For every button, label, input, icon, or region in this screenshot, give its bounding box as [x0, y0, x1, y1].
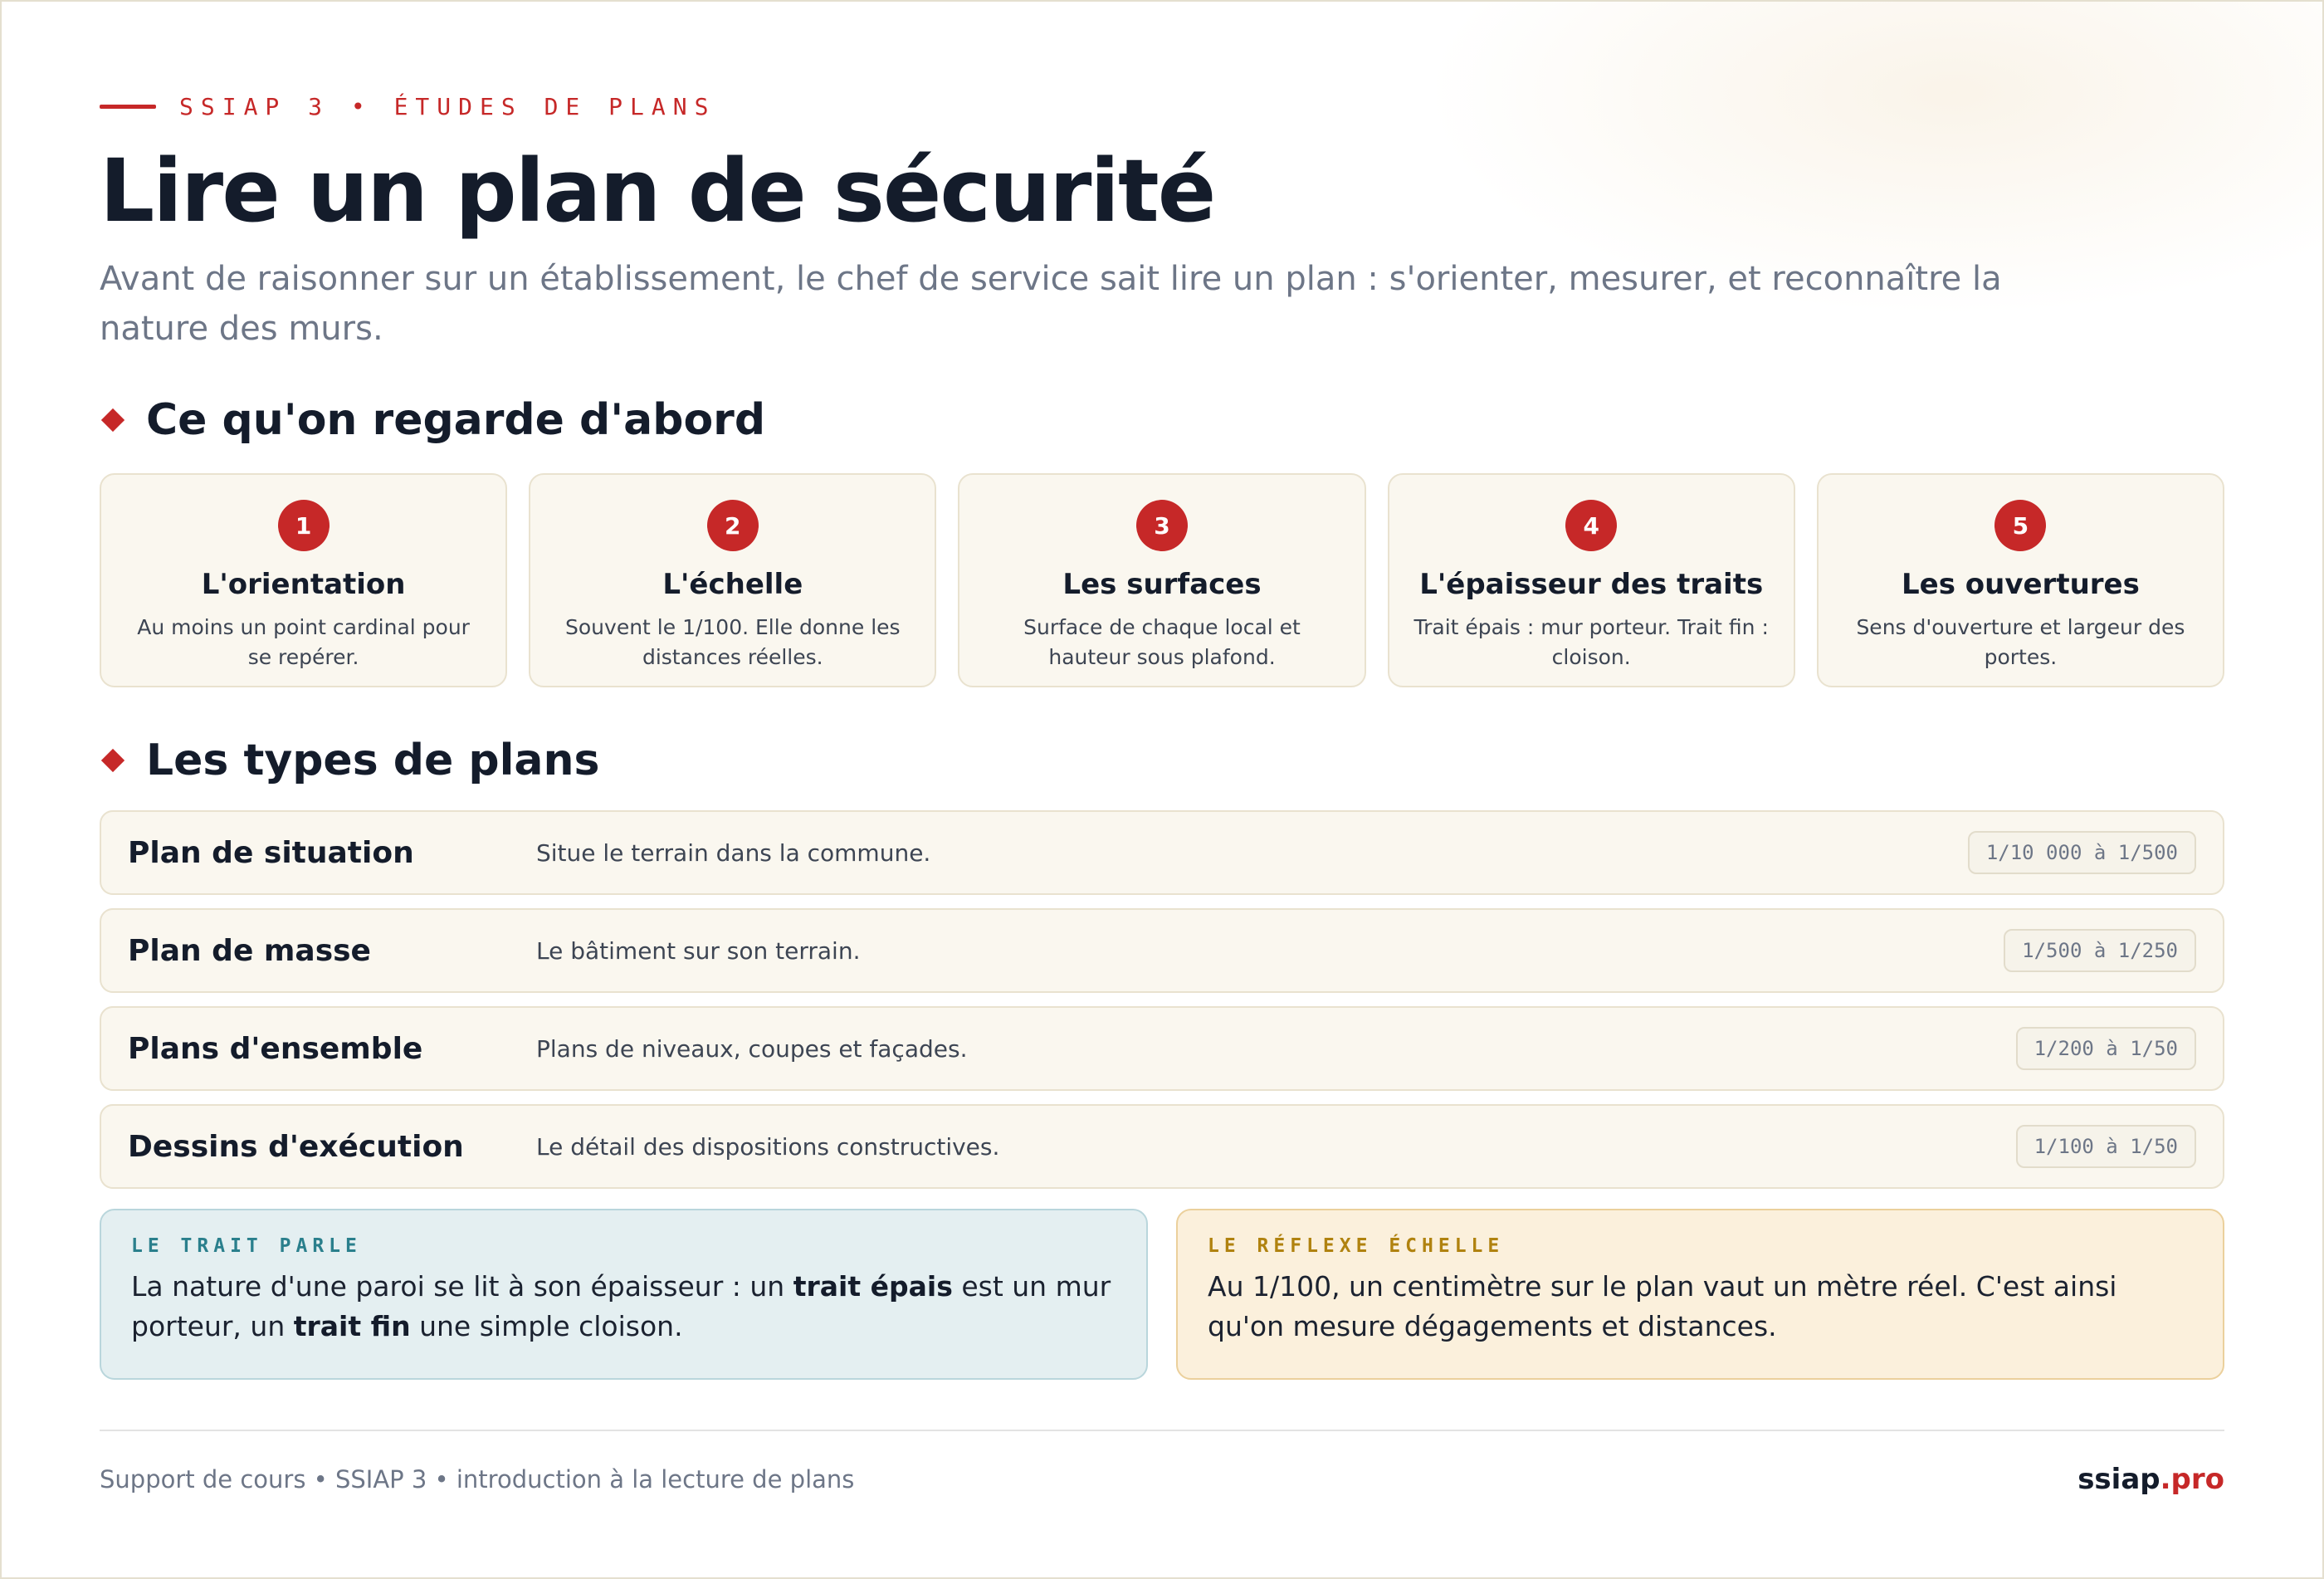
footer-text: Support de cours • SSIAP 3 • introduction à la lecture de plans: [100, 1465, 855, 1494]
section-heading-text: Ce qu'on regarde d'abord: [146, 395, 766, 446]
callout-label: LE RÉFLEXE ÉCHELLE: [1208, 1235, 1505, 1258]
step-card-ouvertures: [1817, 473, 2224, 687]
plan-types-list: [100, 810, 2224, 1189]
step-card-echelle: [529, 473, 936, 687]
step-card-surfaces: [958, 473, 1365, 687]
step-title: L'échelle: [662, 568, 803, 602]
section-heading-text: Les types de plans: [146, 736, 600, 786]
callout-text: Au 1/100, un centimètre sur le plan vaut un mètre réel. C'est ainsi qu'on mesure dégagements et distances.: [1208, 1270, 2117, 1343]
plan-name: Plan de masse: [128, 933, 371, 968]
eyebrow: [100, 81, 2224, 131]
plan-description: Plans de niveaux, coupes et façades.: [536, 1034, 968, 1063]
plan-description: Situe le terrain dans la commune.: [536, 838, 931, 867]
eyebrow-text: SSIAP 3 • ÉTUDES DE PLANS: [179, 92, 716, 120]
step-title: Les ouvertures: [1901, 568, 2140, 602]
lead-paragraph: Avant de raisonner sur un établissement, le chef de service sait lire un plan : s'orienter, mesurer, et reconnaître la nature des murs.: [100, 260, 2002, 349]
brand-domain: .pro: [2160, 1463, 2224, 1497]
step-description: Souvent le 1/100. Elle donne les distances réelles.: [565, 615, 901, 670]
callout-trait-parle: [100, 1209, 1148, 1380]
footer: [100, 1463, 2224, 1496]
diamond-icon: [101, 749, 124, 772]
callouts-row: [100, 1209, 2224, 1380]
plan-name: Plan de situation: [128, 835, 414, 870]
plan-description: Le détail des dispositions constructives.: [536, 1132, 1000, 1161]
diamond-icon: [101, 408, 124, 432]
plan-row-ensemble: [100, 1006, 2224, 1091]
callout-text-part: est un mur porteur, un: [131, 1270, 1111, 1343]
brand-name: ssiap: [2077, 1463, 2160, 1497]
step-description: Surface de chaque local et hauteur sous plafond.: [1023, 615, 1301, 670]
step-title: L'orientation: [201, 568, 406, 602]
step-number-badge: 4: [1565, 500, 1617, 551]
callout-text-part: une simple cloison.: [410, 1310, 683, 1343]
page-title: Lire un plan de sécurité: [100, 140, 1215, 242]
step-title: L'épaisseur des traits: [1419, 568, 1764, 602]
steps-row: [100, 473, 2224, 687]
plan-row-masse: [100, 908, 2224, 993]
step-number-badge: 1: [278, 500, 330, 551]
plan-scale-badge: 1/500 à 1/250: [2004, 929, 2196, 972]
step-number-badge: 2: [707, 500, 759, 551]
plan-name: Dessins d'exécution: [128, 1129, 464, 1164]
callout-emphasis-trait-fin: trait fin: [293, 1310, 411, 1343]
callout-emphasis-trait-epais: trait épais: [793, 1270, 953, 1303]
section-heading-plan-types: [100, 736, 2224, 785]
section-heading-first-look: [100, 395, 2224, 445]
step-description: Au moins un point cardinal pour se repérer.: [137, 615, 470, 670]
plan-name: Plans d'ensemble: [128, 1031, 423, 1066]
footer-divider: [100, 1430, 2224, 1431]
step-card-epaisseur: [1388, 473, 1795, 687]
plan-row-execution: [100, 1104, 2224, 1189]
step-description: Trait épais : mur porteur. Trait fin : cloison.: [1413, 615, 1769, 670]
plan-row-situation: [100, 810, 2224, 895]
step-title: Les surfaces: [1062, 568, 1262, 602]
callout-reflexe-echelle: [1176, 1209, 2224, 1380]
callout-text: [131, 1267, 1116, 1347]
plan-scale-badge: 1/10 000 à 1/500: [1968, 831, 2196, 874]
step-number-badge: 5: [1994, 500, 2046, 551]
callout-label: LE TRAIT PARLE: [131, 1235, 362, 1258]
plan-scale-badge: 1/200 à 1/50: [2016, 1027, 2196, 1070]
callout-text-part: La nature d'une paroi se lit à son épaisseur : un: [131, 1270, 793, 1303]
step-description: Sens d'ouverture et largeur des portes.: [1856, 615, 2185, 670]
plan-scale-badge: 1/100 à 1/50: [2016, 1125, 2196, 1168]
step-number-badge: 3: [1136, 500, 1188, 551]
plan-description: Le bâtiment sur son terrain.: [536, 936, 861, 965]
step-card-orientation: [100, 473, 507, 687]
eyebrow-rule: [100, 105, 156, 109]
brand-logo: [2077, 1463, 2224, 1496]
